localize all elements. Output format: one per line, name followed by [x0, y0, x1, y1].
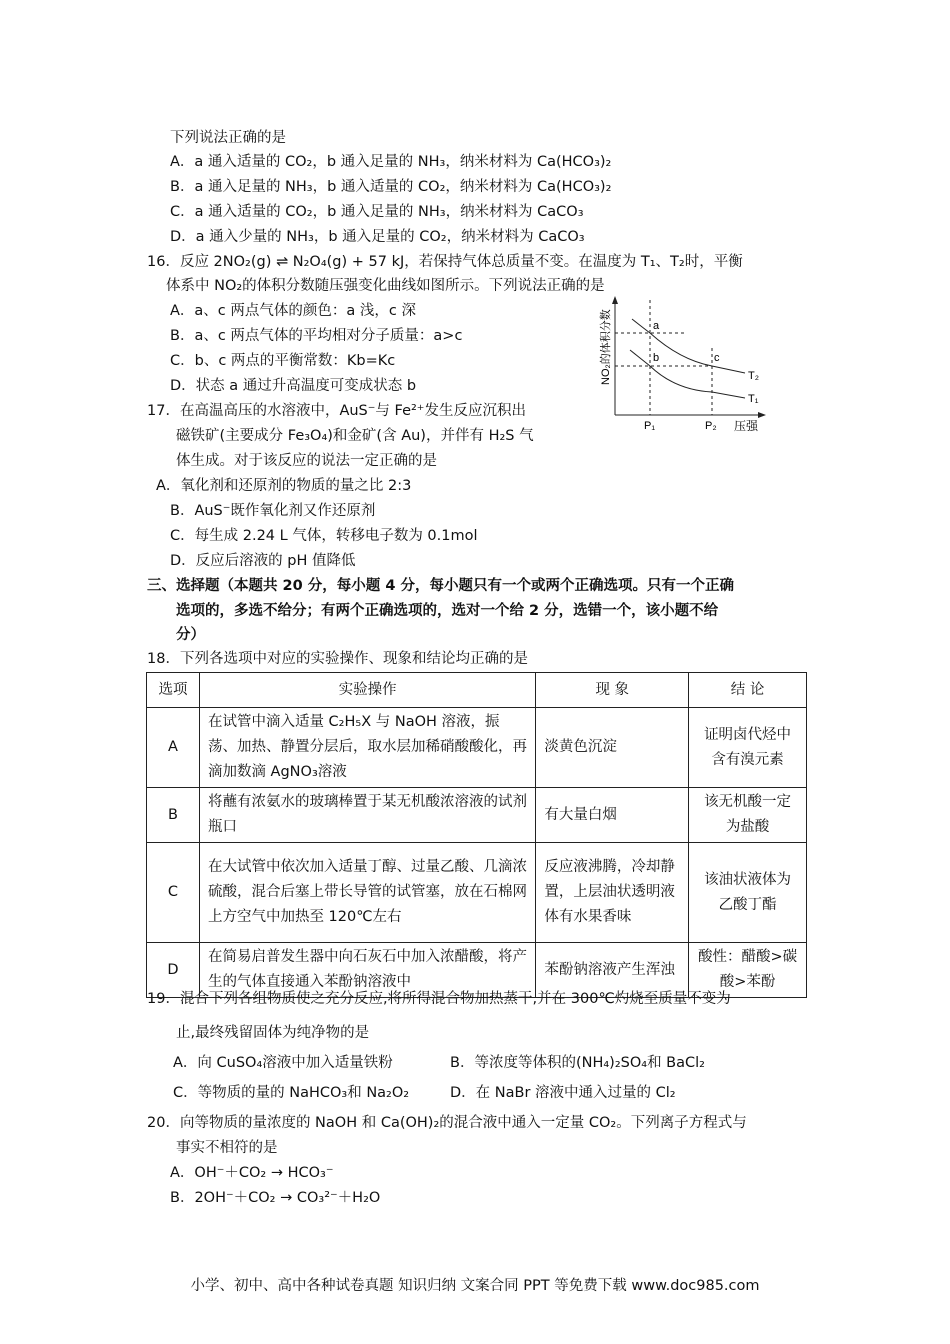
y-axis-label: NO₂的体积分数 [600, 309, 612, 385]
point-a-label: a [653, 320, 660, 332]
cell-conclusion: 该油状液体为乙酸丁酯 [689, 843, 807, 943]
q19-option-d: D．在 NaBr 溶液中通入过量的 Cl₂ [450, 1085, 676, 1101]
cell-phenomenon: 淡黄色沉淀 [536, 708, 689, 788]
cell-conclusion: 该无机酸一定为盐酸 [689, 788, 807, 843]
p1-label: P₁ [644, 420, 656, 432]
x-axis-label: 压强 [734, 419, 759, 433]
q16-option-b: B．a、c 两点气体的平均相对分子质量：a>c [170, 328, 463, 344]
cell-phenomenon: 反应液沸腾，冷却静置，上层油状透明液体有水果香味 [536, 843, 689, 943]
q16-option-d: D．状态 a 通过升高温度可变成状态 b [170, 378, 417, 394]
table-row [147, 708, 807, 788]
q18-stem: 18．下列各选项中对应的实验操作、现象和结论均正确的是 [147, 651, 528, 667]
cell-phenomenon: 苯酚钠溶液产生浑浊 [536, 943, 689, 998]
q17-line3: 体生成。对于该反应的说法一定正确的是 [176, 453, 437, 469]
section3-heading-line3: 分） [176, 627, 205, 643]
y-axis-arrow [612, 296, 618, 304]
q15-option-a: A．a 通入适量的 CO₂，b 通入足量的 NH₃，纳米材料为 Ca(HCO₃)₂ [170, 154, 612, 170]
q19-option-a: A．向 CuSO₄溶液中加入适量铁粉 [173, 1055, 393, 1071]
q16-option-a: A．a、c 两点气体的颜色：a 浅，c 深 [170, 303, 416, 319]
q15-option-c: C．a 通入适量的 CO₂，b 通入足量的 NH₃，纳米材料为 CaCO₃ [170, 204, 584, 220]
q17-line2: 磁铁矿(主要成分 Fe₃O₄)和金矿(含 Au)，并伴有 H₂S 气 [176, 428, 534, 444]
q15-option-d: D．a 通入少量的 NH₃，b 通入足量的 CO₂，纳米材料为 CaCO₃ [170, 229, 585, 245]
table-row [147, 843, 807, 943]
cell-option: B [147, 788, 200, 843]
header-option: 选项 [147, 673, 200, 708]
point-b-label: b [653, 352, 660, 364]
cell-option: C [147, 843, 200, 943]
cell-conclusion: 证明卤代烃中含有溴元素 [689, 708, 807, 788]
q16-figure [590, 290, 810, 440]
cell-option: D [147, 943, 200, 998]
point-c-label: c [714, 352, 720, 364]
q20-line1: 20．向等物质的量浓度的 NaOH 和 Ca(OH)₂的混合液中通入一定量 CO₂。下列离子方程式与 [147, 1115, 747, 1131]
q19-line2: 止,最终残留固体为纯净物的是 [176, 1025, 370, 1041]
footer-text: 小学、初中、高中各种试卷真题 知识归纳 文案合同 PPT 等免费下载 www.doc985.com [190, 1278, 760, 1294]
q19-option-b: B．等浓度等体积的(NH₄)₂SO₄和 BaCl₂ [450, 1055, 705, 1071]
cell-operation: 在试管中滴入适量 C₂H₅X 与 NaOH 溶液，振荡、加热、静置分层后，取水层加稀硝酸酸化，再滴加数滴 AgNO₃溶液 [199, 708, 535, 788]
p2-label: P₂ [705, 420, 717, 432]
q20-option-a: A．OH⁻＋CO₂ → HCO₃⁻ [170, 1165, 334, 1181]
q20-line2: 事实不相符的是 [176, 1140, 278, 1156]
cell-operation: 将蘸有浓氨水的玻璃棒置于某无机酸浓溶液的试剂瓶口 [199, 788, 535, 843]
q16-line1: 16．反应 2NO₂(g) ⇌ N₂O₄(g) + 57 kJ，若保持气体总质量不变。在温度为 T₁、T₂时，平衡 [147, 254, 743, 270]
q18-table [146, 672, 807, 998]
q17-option-d: D．反应后溶液的 pH 值降低 [170, 553, 356, 569]
header-phenomenon: 现 象 [536, 673, 689, 708]
q17-option-c: C．每生成 2.24 L 气体，转移电子数为 0.1mol [170, 528, 478, 544]
q15-stem: 下列说法正确的是 [170, 130, 286, 146]
table-row [147, 788, 807, 843]
q17-option-b: B．AuS⁻既作氧化剂又作还原剂 [170, 503, 376, 519]
cell-operation: 在大试管中依次加入适量丁醇、过量乙酸、几滴浓硫酸，混合后塞上带长导管的试管塞，放在石棉网上方空气中加热至 120℃左右 [199, 843, 535, 943]
header-conclusion: 结 论 [689, 673, 807, 708]
q17-line1: 17．在高温高压的水溶液中，AuS⁻与 Fe²⁺发生反应沉积出 [147, 403, 526, 419]
q17-option-a: A．氧化剂和还原剂的物质的量之比 2:3 [156, 478, 412, 494]
q19-option-c: C．等物质的量的 NaHCO₃和 Na₂O₂ [173, 1085, 410, 1101]
q15-option-b: B．a 通入足量的 NH₃，b 通入适量的 CO₂，纳米材料为 Ca(HCO₃)₂ [170, 179, 612, 195]
q16-line2: 体系中 NO₂的体积分数随压强变化曲线如图所示。下列说法正确的是 [166, 278, 605, 294]
cell-conclusion: 酸性：醋酸>碳酸>苯酚 [689, 943, 807, 998]
q20-option-b: B．2OH⁻＋CO₂ → CO₃²⁻＋H₂O [170, 1190, 381, 1206]
x-axis-arrow [758, 412, 766, 418]
q16-option-c: C．b、c 两点的平衡常数：Kb=Kc [170, 353, 396, 369]
table-header-row [147, 673, 807, 708]
cell-option: A [147, 708, 200, 788]
curve-t2-label: T₂ [748, 370, 759, 382]
q19-line1: 19．混合下列各组物质使之充分反应,将所得混合物加热蒸干,并在 300℃灼烧至质量不变为 [147, 991, 731, 1007]
header-operation: 实验操作 [199, 673, 535, 708]
curve-t1-label: T₁ [748, 393, 759, 405]
cell-operation: 在简易启普发生器中向石灰石中加入浓醋酸，将产生的气体直接通入苯酚钠溶液中 [199, 943, 535, 998]
section3-heading-line1: 三、选择题（本题共 20 分，每小题 4 分，每小题只有一个或两个正确选项。只有一个正确 [147, 578, 734, 594]
section3-heading-line2: 选项的，多选不给分；有两个正确选项的，选对一个给 2 分，选错一个，该小题不给 [176, 603, 719, 619]
cell-phenomenon: 有大量白烟 [536, 788, 689, 843]
curve-t1 [630, 350, 745, 398]
